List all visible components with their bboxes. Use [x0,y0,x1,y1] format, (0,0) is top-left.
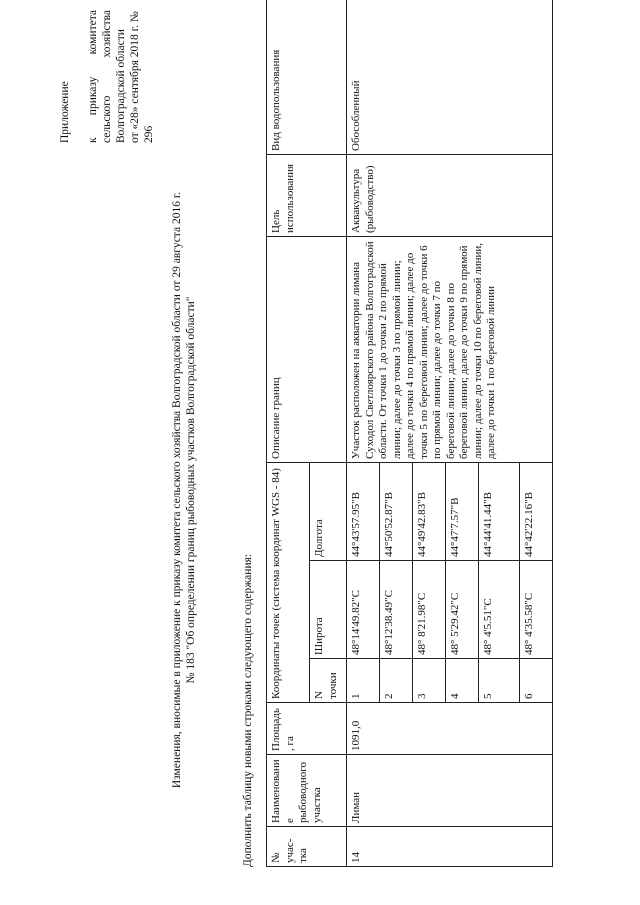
header-boundary: Описание границ [267,236,347,462]
header-lat: Широта [310,561,347,659]
header-water-use: Вид водопользования [267,0,347,154]
cell-lat: 48°12'38.49"С [380,561,413,659]
cell-point-no: 4 [446,659,479,703]
cell-lat: 48° 8'21.98"С [413,561,446,659]
header-purpose: Цель использования [267,154,347,236]
cell-point-no: 3 [413,659,446,703]
cell-area: 1091,0 [347,703,553,755]
cell-lon: 44°47'7.57"В [446,462,479,560]
header-name: Наименование рыбоводного участка [267,755,347,827]
intro-text: Дополнить таблицу новыми строками следующего содержания: [242,553,254,867]
appendix-line-1: к приказу комитета сельского хозяйства Волгоградской области [87,10,127,143]
cell-point-no: 5 [479,659,520,703]
cell-num: 14 [347,827,553,867]
header-lon: Долгота [310,462,347,560]
boundaries-table [266,0,553,867]
cell-lat: 48° 4'35.58"С [520,561,553,659]
cell-lat: 48° 4'5.51"С [479,561,520,659]
cell-point-no: 1 [347,659,380,703]
title-line-1: Изменения, вносимые в приложение к приказу комитета сельского хозяйства Волгоградской области от 29 августа 2016 г. [171,191,183,789]
cell-water-use: Обособленный [347,0,553,154]
appendix-line-2: от «28» сентября 2018 г. № 296 [129,11,155,143]
header-coords: Координаты точек (система координат WGS - 84) [267,462,310,702]
cell-lon: 44°43'57.95"В [347,462,380,560]
cell-boundary: Участок расположен на акватории лимана Суходол Светлоярского района Волгоградской области. От точки 1 до точки 2 по прямой линии; далее до точки 3 по прямой линии; далее до точки 4 по прямой линии; далее до точки 5 по береговой линии; далее до точки 6 по прямой линии; далее до точки 7 по береговой линии; далее до точки 8 по береговой линии; далее до точки 9 по прямой линии; далее до точки 10 по береговой линии, далее до точки 1 по береговой линии [347,236,553,462]
cell-lon: 44°44'41.44"В [479,462,520,560]
cell-purpose: Аквакультура (рыбоводство) [347,154,553,236]
cell-lat: 48° 5'29.42"С [446,561,479,659]
cell-lon: 44°49'42.83"В [413,462,446,560]
document-title [170,190,198,790]
header-num: № учас-тка [267,827,347,867]
cell-lon: 44°50'52.87"В [380,462,413,560]
title-line-2: № 183 "Об определении границ рыбоводных участков Волгоградской области" [185,296,197,684]
header-row [267,0,310,867]
appendix-block [58,10,156,143]
cell-name: Лиман [347,755,553,827]
cell-lon: 44°42'22.16"В [520,462,553,560]
cell-lat: 48°14'49.82"С [347,561,380,659]
cell-point-no: 2 [380,659,413,703]
header-point-no: N точки [310,659,347,703]
appendix-heading: Приложение [59,81,71,143]
header-area: Площадь, га [267,703,347,755]
table-row [347,0,380,867]
cell-point-no: 6 [520,659,553,703]
